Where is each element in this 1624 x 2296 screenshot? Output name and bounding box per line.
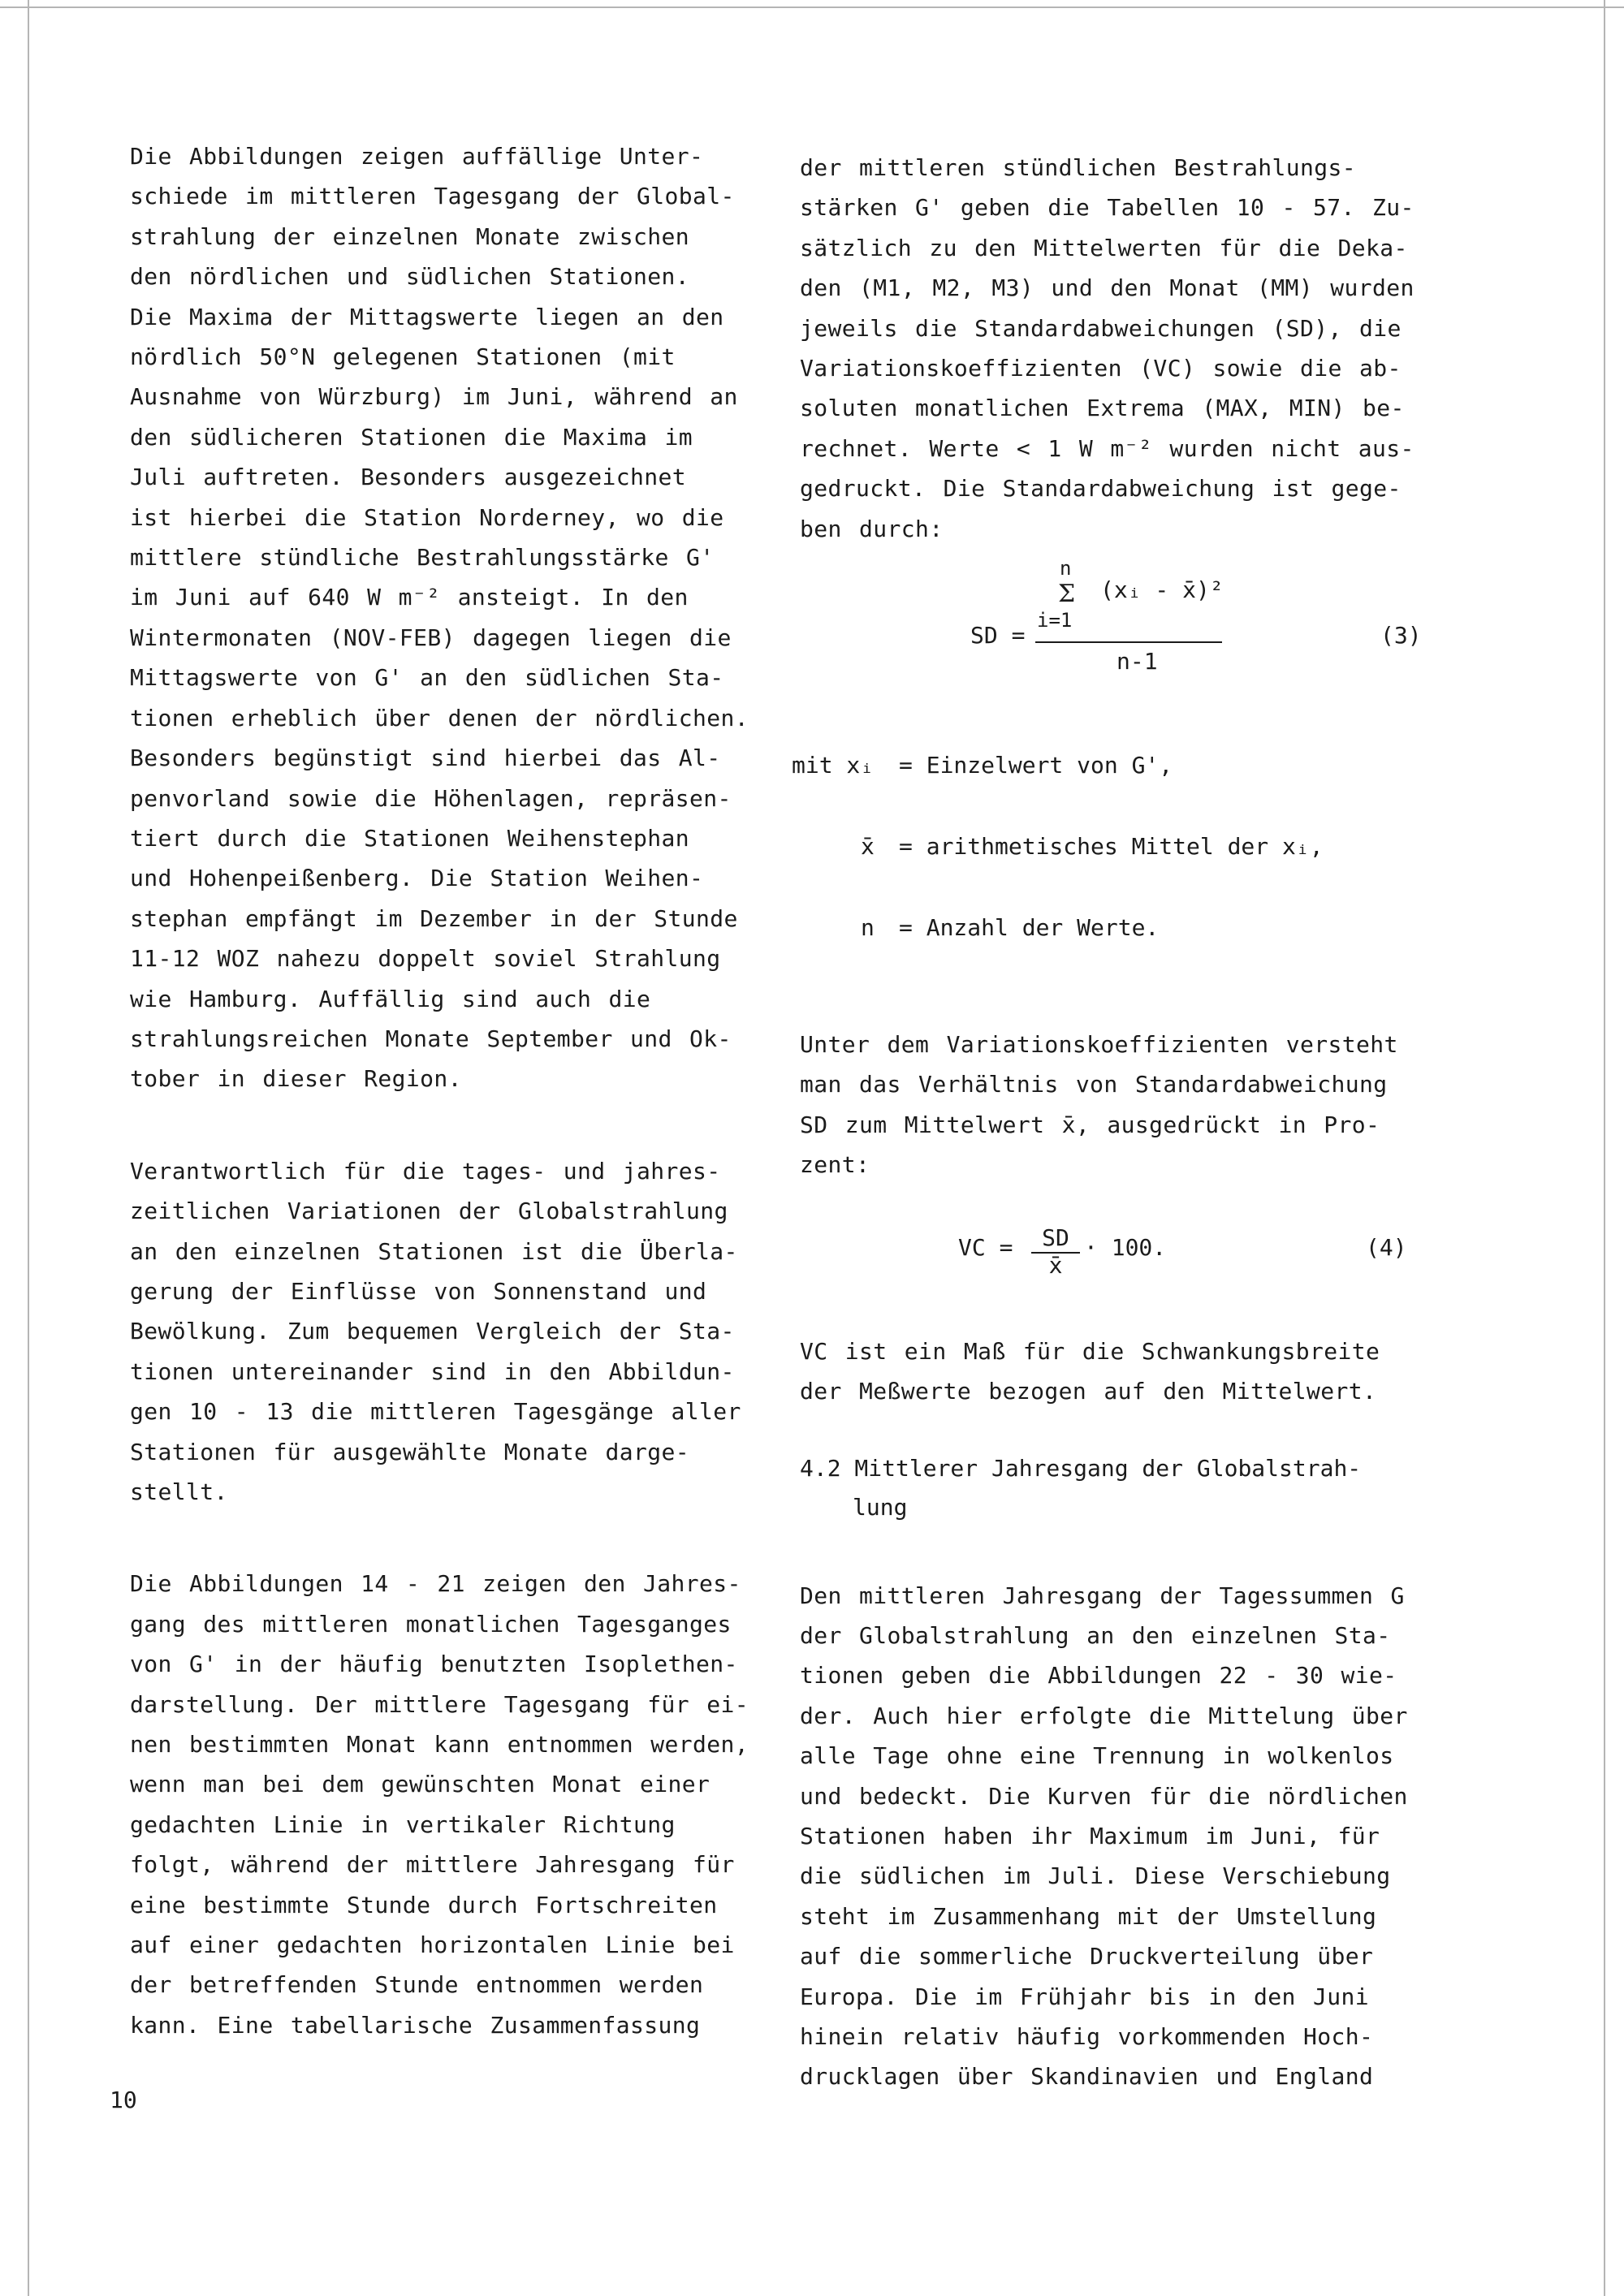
formula-denominator: n-1	[1116, 648, 1158, 675]
text-line: der Globalstrahlung an den einzelnen Sta-	[800, 1621, 1391, 1649]
fraction-bar	[1035, 641, 1222, 643]
equation-number: (4)	[1366, 1233, 1407, 1261]
left-paragraph-1	[130, 136, 788, 1099]
text-line: stärken G' geben die Tabellen 10 - 57. Zu-	[800, 194, 1415, 222]
text-line: auf die sommerliche Druckverteilung über	[800, 1943, 1374, 1970]
text-line: der betreffenden Stunde entnommen werden	[130, 1971, 704, 1999]
text-line: wie Hamburg. Auffällig sind auch die	[130, 985, 651, 1012]
text-line: schiede im mittleren Tagesgang der Global-	[130, 183, 735, 210]
text-line: Unter dem Variationskoeffizienten versteht	[800, 1031, 1398, 1059]
right-paragraph-2	[800, 1025, 1458, 1185]
definition-symbol: x̄	[861, 833, 875, 861]
text-line: 11-12 WOZ nahezu doppelt soviel Strahlung	[130, 945, 721, 973]
text-line: gerung der Einflüsse von Sonnenstand und	[130, 1277, 707, 1305]
text-line: Ausnahme von Würzburg) im Juni, während an	[130, 383, 738, 411]
text-line: rechnet. Werte < 1 W m⁻² wurden nicht aus-	[800, 434, 1415, 462]
text-line: tionen geben die Abbildungen 22 - 30 wie-	[800, 1662, 1397, 1690]
text-line: darstellung. Der mittlere Tagesgang für ei-	[130, 1690, 749, 1718]
definition-row	[800, 914, 1458, 995]
text-line: und Hohenpeißenberg. Die Station Weihen-	[130, 865, 704, 892]
text-line: an den einzelnen Stationen ist die Überla-	[130, 1237, 738, 1265]
text-line: sätzlich zu den Mittelwerten für die Deka-	[800, 234, 1408, 261]
definition-symbol: n	[861, 914, 875, 942]
scan-edge-right	[1604, 0, 1605, 2296]
sum-lower-limit: i=1	[1037, 609, 1073, 632]
right-paragraph-4	[800, 1576, 1458, 2097]
text-line: hinein relativ häufig vorkommenden Hoch-	[800, 2022, 1374, 2050]
text-line: Europa. Die im Frühjahr bis in den Juni	[800, 1983, 1370, 2010]
text-line: der Meßwerte bezogen auf den Mittelwert.	[800, 1378, 1377, 1405]
text-line: den südlicheren Stationen die Maxima im	[130, 423, 693, 451]
text-line: ist hierbei die Station Norderney, wo die	[130, 503, 724, 531]
formula-lhs: VC =	[958, 1233, 1013, 1261]
text-line: Den mittleren Jahresgang der Tagessummen G	[800, 1582, 1405, 1609]
definition-text: = arithmetisches Mittel der xᵢ,	[899, 833, 1324, 861]
text-line: Die Maxima der Mittagswerte liegen an den	[130, 303, 724, 330]
formula-rest: · 100.	[1084, 1233, 1167, 1261]
text-line: Stationen für ausgewählte Monate darge-	[130, 1438, 690, 1465]
text-line: drucklagen über Skandinavien und England	[800, 2063, 1374, 2091]
text-line: stellt.	[130, 1478, 228, 1505]
right-paragraph-3	[800, 1331, 1458, 1412]
formula-standard-deviation	[800, 557, 1458, 695]
text-line: der mittleren stündlichen Bestrahlungs-	[800, 154, 1357, 181]
text-line: kann. Eine tabellarische Zusammenfassung	[130, 2011, 701, 2039]
text-line: nen bestimmten Monat kann entnommen werden,	[130, 1731, 749, 1759]
text-line: auf einer gedachten horizontalen Linie bei	[130, 1931, 735, 1959]
text-line: eine bestimmte Stunde durch Fortschreiten	[130, 1891, 718, 1918]
text-line: VC ist ein Maß für die Schwankungsbreite	[800, 1337, 1380, 1365]
text-line: den (M1, M2, M3) und den Monat (MM) wurden	[800, 274, 1415, 302]
text-line: zeitlichen Variationen der Globalstrahlung	[130, 1198, 728, 1225]
section-heading	[800, 1449, 1458, 1527]
text-line: der. Auch hier erfolgte die Mittelung über	[800, 1702, 1408, 1729]
text-line: soluten monatlichen Extrema (MAX, MIN) be-	[800, 395, 1405, 422]
text-line: alle Tage ohne eine Trennung in wolkenlos	[800, 1742, 1394, 1770]
scan-edge-left	[28, 0, 29, 2296]
symbol-definitions	[792, 752, 1458, 995]
definition-symbol: mit xᵢ	[792, 752, 875, 779]
text-line: gen 10 - 13 die mittleren Tagesgänge aller	[130, 1398, 741, 1426]
text-line: SD zum Mittelwert x̄, ausgedrückt in Pro-	[800, 1111, 1380, 1138]
text-line: von G' in der häufig benutzten Isoplethen-	[130, 1651, 738, 1678]
heading-line: lung	[853, 1493, 908, 1521]
text-line: man das Verhältnis von Standardabweichung	[800, 1071, 1388, 1098]
left-paragraph-2	[130, 1151, 788, 1513]
heading-line: 4.2 Mittlerer Jahresgang der Globalstrah-	[800, 1454, 1362, 1482]
text-line: ben durch:	[800, 515, 944, 542]
right-paragraph-1	[800, 148, 1458, 549]
text-line: tionen erheblich über denen der nördlichen.	[130, 704, 749, 732]
text-line: Bewölkung. Zum bequemen Vergleich der Sta-	[130, 1318, 735, 1345]
text-line: tober in dieser Region.	[130, 1065, 462, 1093]
right-column	[792, 148, 1458, 2149]
equation-number: (3)	[1380, 622, 1422, 650]
formula-numerator: (xᵢ - x̄)²	[1100, 576, 1224, 604]
text-line: strahlung der einzelnen Monate zwischen	[130, 222, 690, 250]
text-line: den nördlichen und südlichen Stationen.	[130, 263, 690, 291]
definition-text: = Anzahl der Werte.	[899, 914, 1160, 942]
text-line: Verantwortlich für die tages- und jahres-	[130, 1157, 721, 1185]
text-line: im Juni auf 640 W m⁻² ansteigt. In den	[130, 584, 689, 611]
text-line: nördlich 50°N gelegenen Stationen (mit	[130, 343, 676, 371]
text-line: Mittagswerte von G' an den südlichen Sta-	[130, 664, 724, 692]
left-column	[130, 136, 788, 2097]
text-line: jeweils die Standardabweichungen (SD), die	[800, 314, 1402, 342]
text-line: tionen untereinander sind in den Abbildun-	[130, 1357, 735, 1385]
text-line: Die Abbildungen 14 - 21 zeigen den Jahres-	[130, 1570, 741, 1598]
text-line: die südlichen im Juli. Diese Verschiebung	[800, 1862, 1391, 1890]
fraction-denominator: x̄	[1048, 1251, 1063, 1279]
fraction-numerator: SD	[1031, 1224, 1080, 1254]
text-line: und bedeckt. Die Kurven für die nördlichen	[800, 1782, 1408, 1810]
scan-edge-top	[0, 6, 1624, 8]
text-line: Juli auftreten. Besonders ausgezeichnet	[130, 464, 687, 491]
text-line: penvorland sowie die Höhenlagen, repräsen-	[130, 784, 732, 812]
text-line: Variationskoeffizienten (VC) sowie die ab-	[800, 355, 1402, 382]
text-line: gedachten Linie in vertikaler Richtung	[130, 1810, 676, 1838]
text-line: gang des mittleren monatlichen Tagesganges	[130, 1610, 732, 1638]
text-line: mittlere stündliche Bestrahlungsstärke G'	[130, 544, 715, 572]
text-line: zent:	[800, 1151, 870, 1179]
text-line: strahlungsreichen Monate September und Ok-	[130, 1025, 732, 1052]
text-line: Wintermonaten (NOV-FEB) dagegen liegen die	[130, 624, 732, 651]
fraction	[1031, 1224, 1080, 1278]
definition-row	[800, 833, 1458, 914]
text-line: Die Abbildungen zeigen auffällige Unter-	[130, 143, 704, 170]
text-line: tiert durch die Stationen Weihenstephan	[130, 824, 690, 852]
text-line: Besonders begünstigt sind hierbei das Al-	[130, 744, 721, 772]
text-line: gedruckt. Die Standardabweichung ist gege-	[800, 475, 1402, 503]
text-line: Stationen haben ihr Maximum im Juni, für	[800, 1822, 1380, 1849]
definition-row	[792, 752, 1458, 833]
page-number: 10	[110, 2087, 137, 2113]
definition-text: = Einzelwert von G',	[899, 752, 1173, 779]
formula-lhs: SD =	[970, 622, 1026, 650]
text-line: wenn man bei dem gewünschten Monat einer	[130, 1771, 710, 1798]
text-line: stephan empfängt im Dezember in der Stunde	[130, 904, 738, 932]
sum-symbol: Σ	[1058, 580, 1076, 609]
sum-upper-limit: n	[1060, 557, 1072, 580]
left-paragraph-3	[130, 1564, 788, 2045]
text-line: steht im Zusammenhang mit der Umstellung	[800, 1902, 1377, 1930]
formula-variation-coefficient	[800, 1202, 1458, 1323]
text-line: folgt, während der mittlere Jahresgang für	[130, 1851, 735, 1879]
